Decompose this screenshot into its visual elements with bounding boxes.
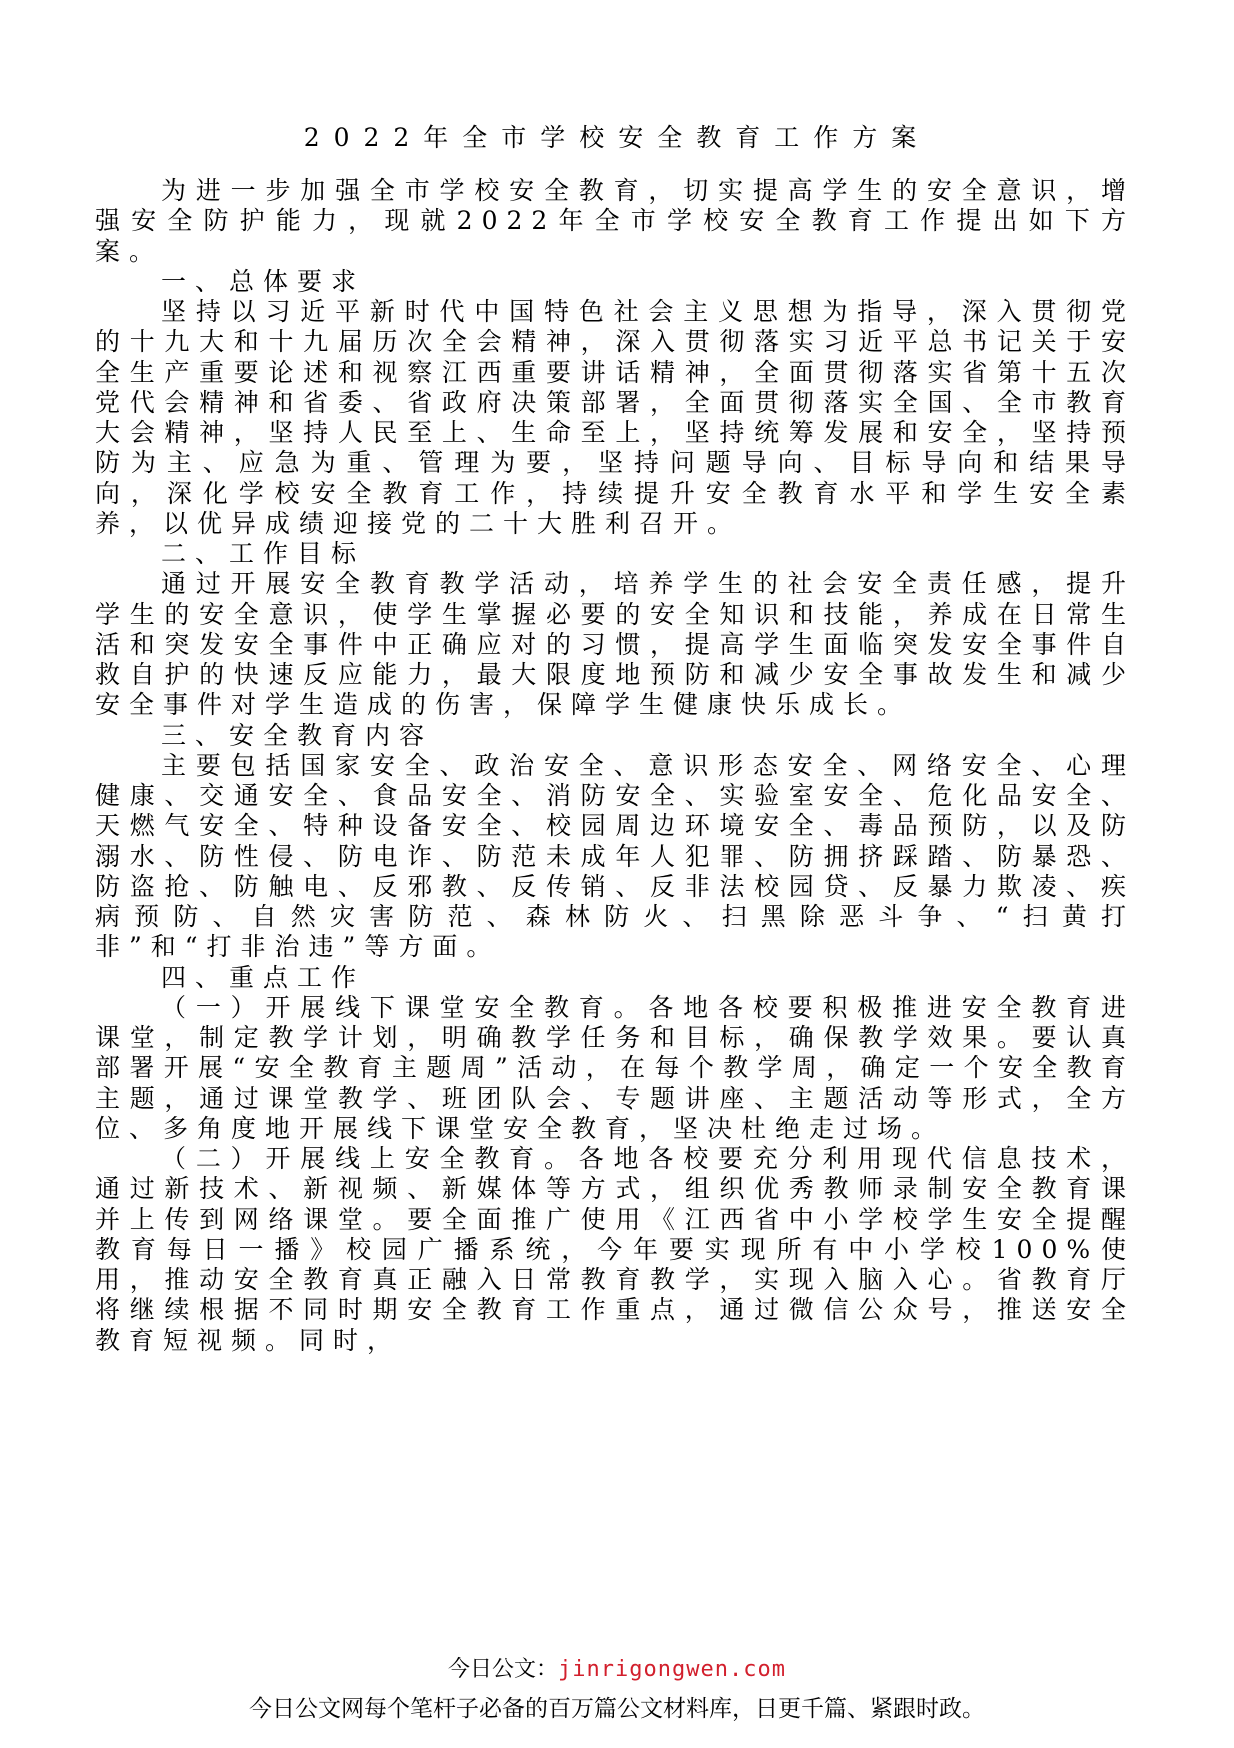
section-4-item-1: （一）开展线下课堂安全教育。各地各校要积极推进安全教育进课堂，制定教学计划，明确教学任务和目标，确保教学效果。要认真部署开展“安全教育主题周”活动，在每个教学周，确定一个安全教育主题，通过课堂教学、班团队会、专题讲座、主题活动等形式，全方位、多角度地开展线下课堂安全教育，坚决杜绝走过场。 — [95, 992, 1135, 1143]
section-paragraph-3: 主要包括国家安全、政治安全、意识形态安全、网络安全、心理健康、交通安全、食品安全、消防安全、实验室安全、危化品安全、天燃气安全、特种设备安全、校园周边环境安全、毒品预防，以及防溺水、防性侵、防电诈、防范未成年人犯罪、防拥挤踩踏、防暴恐、防盗抢、防触电、反邪教、反传销、反非法校园贷、反暴力欺凌、疾病预防、自然灾害防范、森林防火、扫黑除恶斗争、“扫黄打非”和“打非治违”等方面。 — [95, 750, 1135, 962]
footer-site-link[interactable]: jinrigongwen.com — [558, 1657, 786, 1682]
section-heading-4: 四、重点工作 — [161, 962, 366, 992]
document-title: 2022年全市学校安全教育工作方案 — [303, 123, 931, 152]
intro-paragraph: 为进一步加强全市学校安全教育，切实提高学生的安全意识，增强安全防护能力，现就2022年全市学校安全教育工作提出如下方案。 — [95, 176, 1135, 266]
section-heading-2: 二、工作目标 — [161, 539, 366, 568]
document-body — [95, 176, 1135, 1356]
section-heading-3: 三、安全教育内容 — [161, 720, 434, 750]
section-heading-1: 一、总体要求 — [161, 266, 366, 296]
footer-label: 今日公文： — [448, 1656, 559, 1681]
section-paragraph-1: 坚持以习近平新时代中国特色社会主义思想为指导，深入贯彻党的十九大和十九届历次全会精神，深入贯彻落实习近平总书记关于安全生产重要论述和视察江西重要讲话精神，全面贯彻落实省第十五次党代会精神和省委、省政府决策部署，全面贯彻落实全国、全市教育大会精神，坚持人民至上、生命至上，坚持统筹发展和安全，坚持预防为主、应急为重、管理为要，坚持问题导向、目标导向和结果导向，深化学校安全教育工作，持续提升安全教育水平和学生安全素养，以优异成绩迎接党的二十大胜利召开。 — [95, 297, 1135, 538]
footer-source — [0, 1652, 1234, 1683]
section-4-item-2: （二）开展线上安全教育。各地各校要充分利用现代信息技术，通过新技术、新视频、新媒体等方式，组织优秀教师录制安全教育课并上传到网络课堂。要全面推广使用《江西省中小学校学生安全提醒教育每日一播》校园广播系统，今年要实现所有中小学校100%使用，推动安全教育真正融入日常教育教学，实现入脑入心。省教育厅将继续根据不同时期安全教育工作重点，通过微信公众号，推送安全教育短视频。同时， — [95, 1144, 1135, 1355]
footer-slogan: 今日公文网每个笔杆子必备的百万篇公文材料库，日更千篇、紧跟时政。 — [249, 1695, 985, 1721]
section-paragraph-2: 通过开展安全教育教学活动，培养学生的社会安全责任感，提升学生的安全意识，使学生掌握必要的安全知识和技能，养成在日常生活和突发安全事件中正确应对的习惯，提高学生面临突发安全事件自救自护的快速反应能力，最大限度地预防和减少安全事故发生和减少安全事件对学生造成的伤害，保障学生健康快乐成长。 — [95, 569, 1135, 720]
